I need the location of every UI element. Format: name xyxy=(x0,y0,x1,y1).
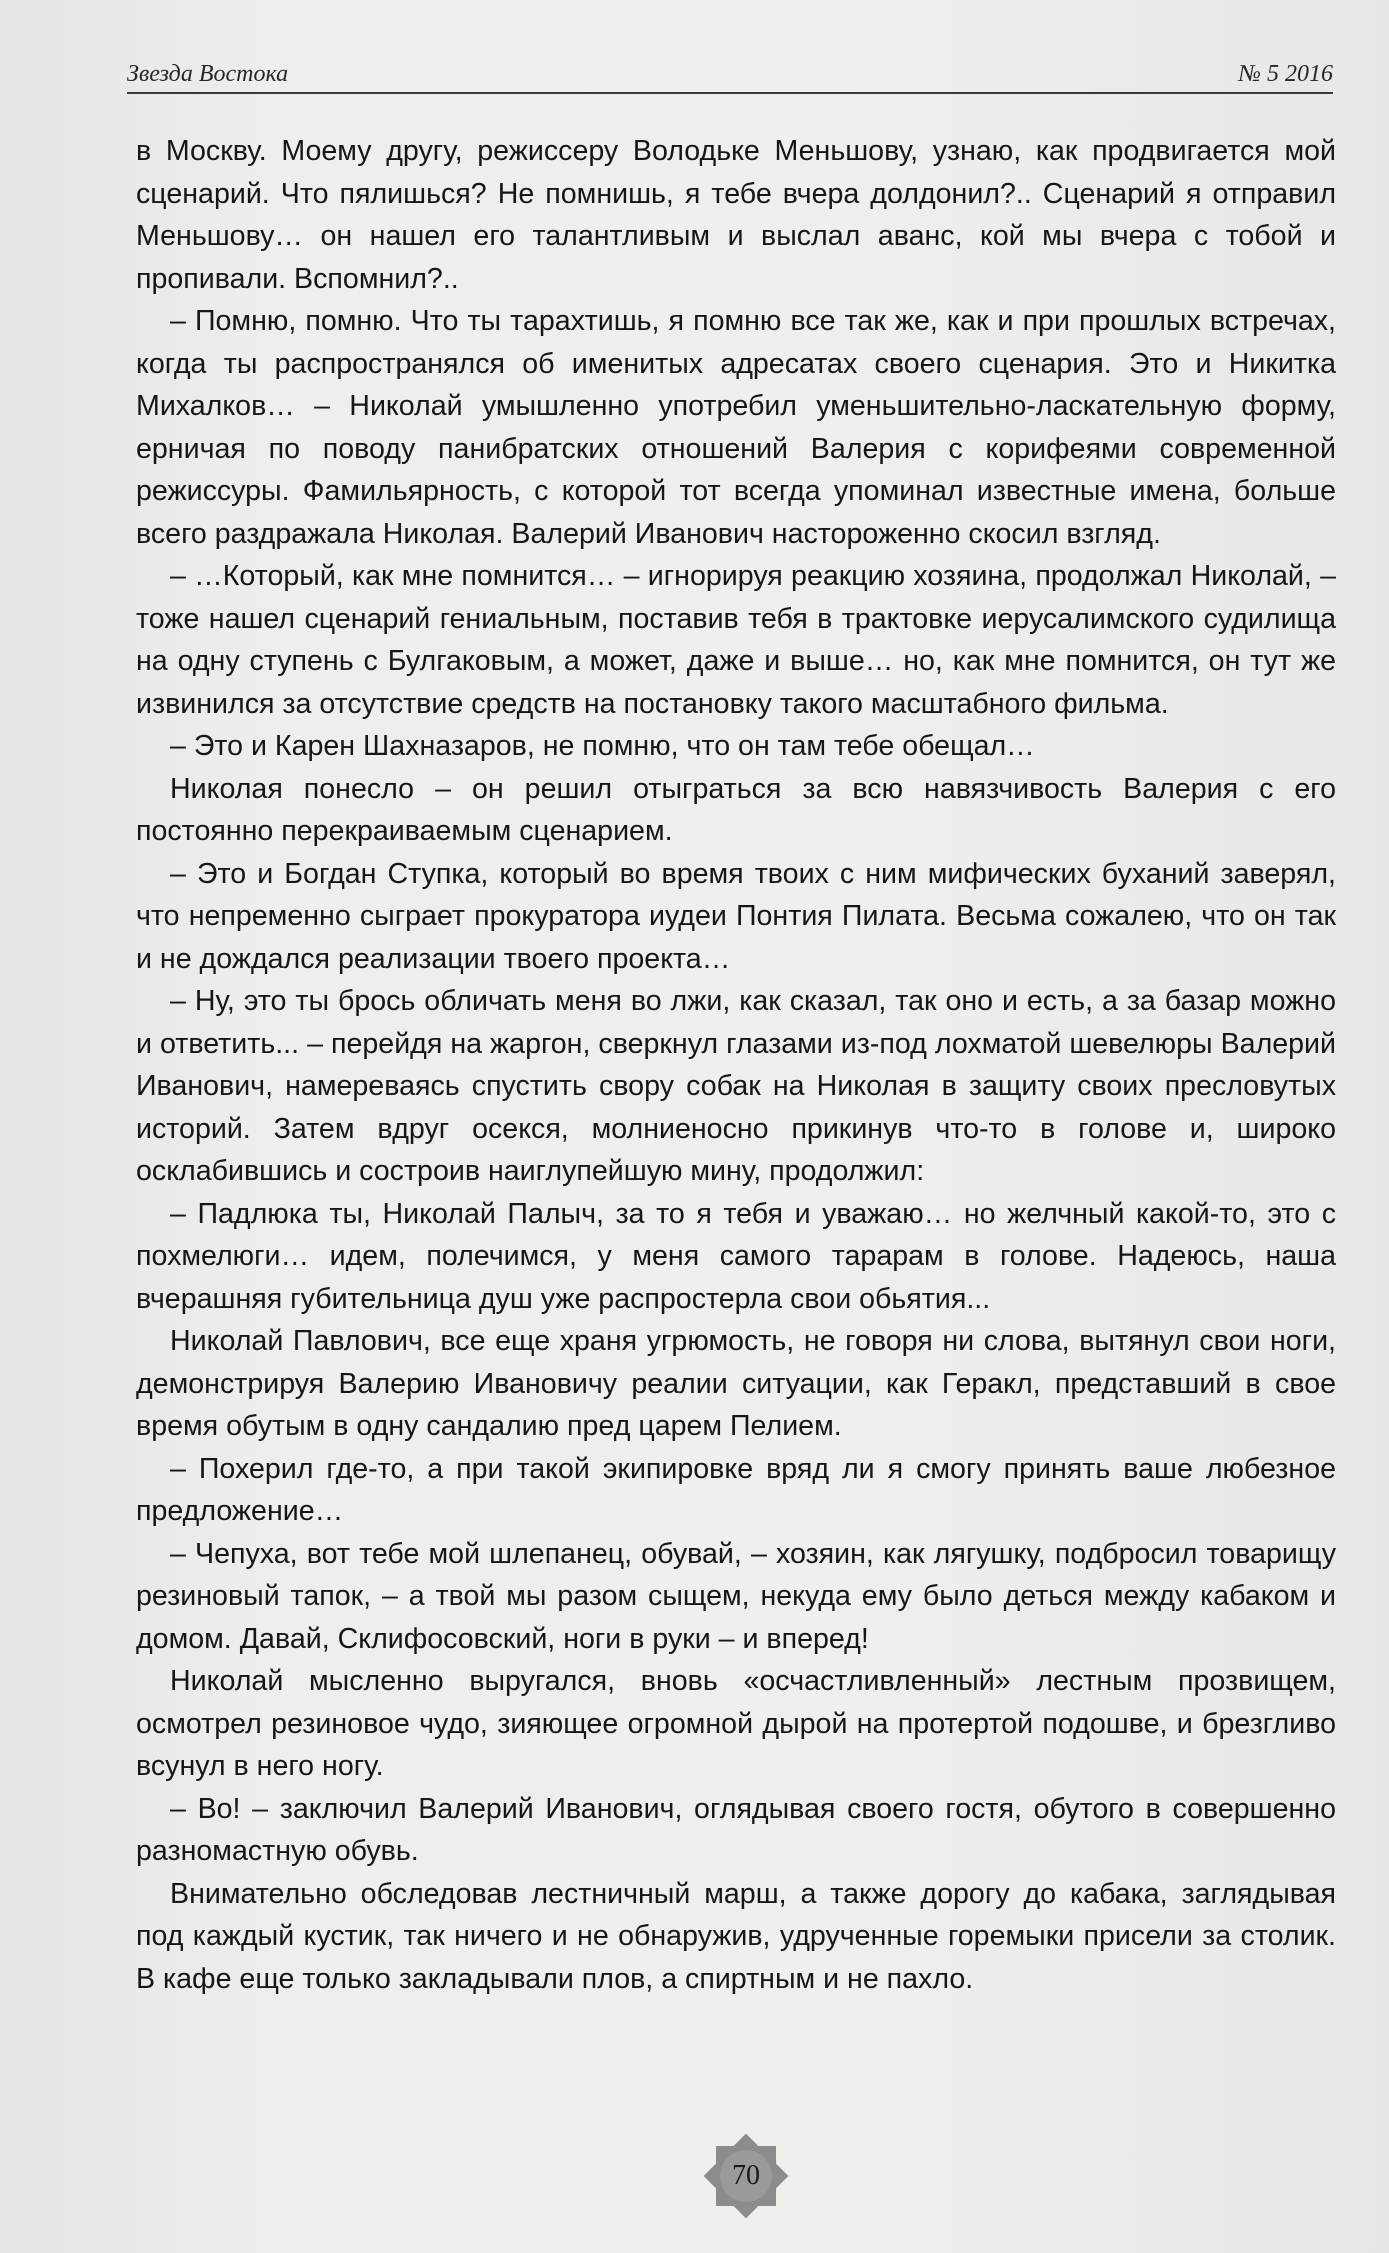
paragraph: – Падлюка ты, Николай Палыч, за то я тебя и уважаю… но желчный какой-то, это с похмелюги… идем, полечимся, у меня самого тарарам в голове. Надеюсь, наша вчерашняя губительница душ уже распростерла свои обьятия... xyxy=(136,1197,1336,1315)
paragraph: Внимательно обследовав лестничный марш, а также дорогу до кабака, заглядывая под каждый кустик, так ничего и не обнаружив, удрученные горемыки присели за столик. В кафе еще только закладывали плов, а спиртным и не пахло. xyxy=(136,1877,1336,1995)
issue-label: № 5 2016 xyxy=(1238,61,1333,87)
paragraph: Николая понесло – он решил отыграться за всю навязчивость Валерия с его постоянно перекраиваемым сценарием. xyxy=(136,772,1336,847)
page-number: 70 xyxy=(732,2160,760,2191)
paragraph: – …Который, как мне помнится… – игнорируя реакцию хозяина, продолжал Николай, – тоже нашел сценарий гениальным, поставив тебя в трактовке иерусалимского судилища на одну ступень с Булгаковым, а может, даже и выше… но, как мне помнится, он тут же извинился за отсутствие средств на постановку такого масштабного фильма. xyxy=(136,560,1336,720)
paragraph: Николай Павлович, все еще храня угрюмость, не говоря ни слова, вытянул свои ноги, демонстрируя Валерию Ивановичу реалии ситуации, как Геракл, представший в свое время обутым в одну сандалию пред царем Пелием. xyxy=(136,1325,1336,1442)
running-header xyxy=(127,44,1333,94)
paragraph: в Москву. Моему другу, режиссеру Володьке Меньшову, узнаю, как продвигается мой сценарий. Что пялишься? Не помнишь, я тебе вчера долдонил?.. Сценарий я отправил Меньшову… он нашел его талантливым и выслал аванс, кой мы вчера с тобой и пропивали. Вспомнил?.. xyxy=(136,135,1336,295)
paragraph: – Похерил где-то, а при такой экипировке вряд ли я смогу принять ваше любезное предложение… xyxy=(136,1452,1336,1527)
paragraph: Николай мысленно выругался, вновь «осчастливленный» лестным прозвищем, осмотрел резиновое чудо, зияющее огромной дырой на протертой подошве, и брезгливо всунул в него ногу. xyxy=(136,1665,1336,1782)
paragraph: – Это и Карен Шахназаров, не помню, что он там тебе обещал… xyxy=(170,730,1035,762)
header-rule xyxy=(127,92,1333,94)
paragraph: – Ну, это ты брось обличать меня во лжи, как сказал, так оно и есть, а за базар можно и ответить... – перейдя на жаргон, сверкнул глазами из-под лохматой шевелюры Валерий Иванович, намереваясь спустить свору собак на Николая в защиту своих пресловутых историй. Затем вдруг осекся, молниеносно прикинув что-то в голове и, широко осклабившись и состроив наиглупейшую мину, продолжил: xyxy=(136,985,1336,1187)
journal-title: Звезда Востока xyxy=(127,61,289,87)
paragraph: – Во! – заключил Валерий Иванович, оглядывая своего гостя, обутого в совершенно разномастную обувь. xyxy=(136,1792,1336,1867)
paragraph: – Это и Богдан Ступка, который во время твоих с ним мифических буханий заверял, что непременно сыграет прокуратора иудеи Понтия Пилата. Весьма сожалею, что он так и не дождался реализации твоего проекта… xyxy=(136,857,1336,975)
body-text xyxy=(136,130,1336,2000)
paragraph: – Помню, помню. Что ты тарахтишь, я помню все так же, как и при прошлых встречах, когда ты распространялся об именитых адресатах своего сценария. Это и Никитка Михалков… – Николай умышленно употребил уменьшительно-ласкательную форму, ерничая по поводу панибратских отношений Валерия с корифеями современной режиссуры. Фамильярность, с которой тот всегда упоминал известные имена, больше всего раздражала Николая. Валерий Иванович настороженно скосил взгляд. xyxy=(136,305,1336,550)
page-number-badge xyxy=(700,2130,792,2222)
paragraph: – Чепуха, вот тебе мой шлепанец, обувай, – хозяин, как лягушку, подбросил товарищу резиновый тапок, – а твой мы разом сыщем, некуда ему было деться между кабаком и домом. Давай, Склифосовский, ноги в руки – и вперед! xyxy=(136,1537,1336,1655)
